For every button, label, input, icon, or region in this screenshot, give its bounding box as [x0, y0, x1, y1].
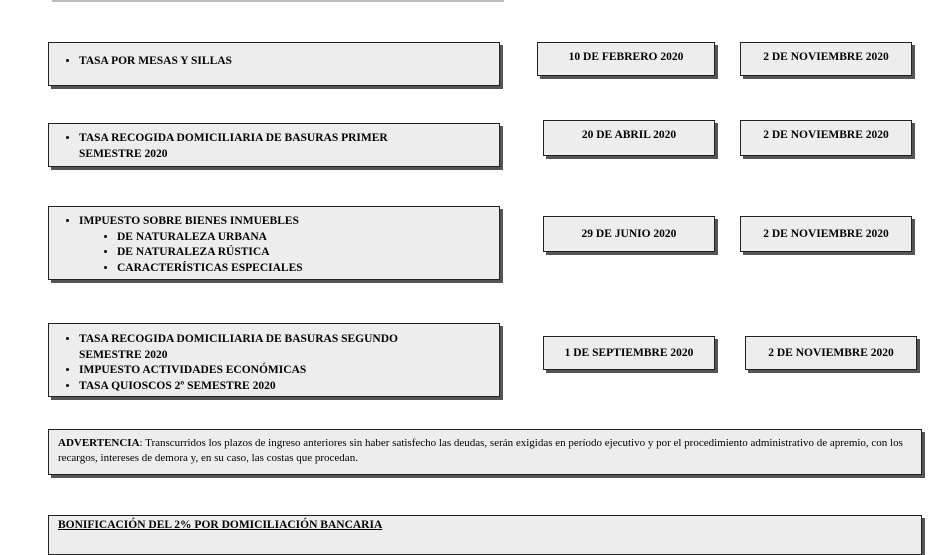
- start-date: 29 DE JUNIO 2020: [581, 228, 677, 240]
- tax-box-3: [48, 206, 500, 280]
- tax-list: [49, 131, 499, 162]
- tax-item: • IMPUESTO ACTIVIDADES ECONÓMICAS: [79, 363, 499, 379]
- end-date: 2 DE NOVIEMBRE 2020: [768, 347, 894, 359]
- tax-box-1: [48, 42, 500, 86]
- tax-list: [49, 332, 499, 394]
- warning-notice: [48, 429, 922, 475]
- start-date-box: [537, 42, 715, 76]
- tax-subitem: • DE NATURALEZA URBANA: [117, 230, 499, 246]
- tax-item-label: IMPUESTO SOBRE BIENES INMUEBLES: [79, 215, 299, 227]
- start-date-box: [543, 120, 715, 156]
- tax-item: • TASA QUIOSCOS 2º SEMESTRE 2020: [79, 379, 499, 395]
- tax-subitem: • CARACTERÍSTICAS ESPECIALES: [117, 261, 499, 277]
- end-date-box: [740, 42, 912, 76]
- bonus-box: [48, 515, 922, 555]
- tax-item: [79, 214, 499, 276]
- tax-box-4: [48, 323, 500, 397]
- end-date: 2 DE NOVIEMBRE 2020: [763, 228, 889, 240]
- tax-item: • TASA POR MESAS Y SILLAS: [79, 54, 499, 70]
- warning-label: ADVERTENCIA: [58, 437, 140, 449]
- top-divider: [52, 0, 504, 2]
- tax-list: [49, 214, 499, 276]
- tax-item: • TASA RECOGIDA DOMICILIARIA DE BASURAS PRIMER SEMESTRE 2020: [79, 131, 499, 162]
- bonus-title: BONIFICACIÓN DEL 2% POR DOMICILIACIÓN BANCARIA: [58, 519, 383, 531]
- start-date: 10 DE FEBRERO 2020: [568, 51, 684, 63]
- end-date-box: [745, 336, 917, 370]
- tax-sublist: [79, 230, 499, 277]
- end-date: 2 DE NOVIEMBRE 2020: [763, 51, 889, 63]
- start-date: 20 DE ABRIL 2020: [581, 129, 677, 141]
- end-date-box: [740, 216, 912, 252]
- end-date: 2 DE NOVIEMBRE 2020: [763, 129, 889, 141]
- start-date: 1 DE SEPTIEMBRE 2020: [564, 347, 694, 359]
- end-date-box: [740, 120, 912, 156]
- warning-text: : Transcurridos los plazos de ingreso anteriores sin haber satisfecho las deudas, serán exigidas en período ejecutivo y por el procedimiento administrativo de apremio, con los recargos, intereses de demora y, en su caso, las costas que procedan.: [58, 437, 903, 464]
- tax-subitem: • DE NATURALEZA RÚSTICA: [117, 245, 499, 261]
- tax-item: • TASA RECOGIDA DOMICILIARIA DE BASURAS SEGUNDO SEMESTRE 2020: [79, 332, 499, 363]
- start-date-box: [543, 216, 715, 252]
- start-date-box: [543, 336, 715, 370]
- tax-box-2: [48, 123, 500, 167]
- tax-list: [49, 54, 499, 70]
